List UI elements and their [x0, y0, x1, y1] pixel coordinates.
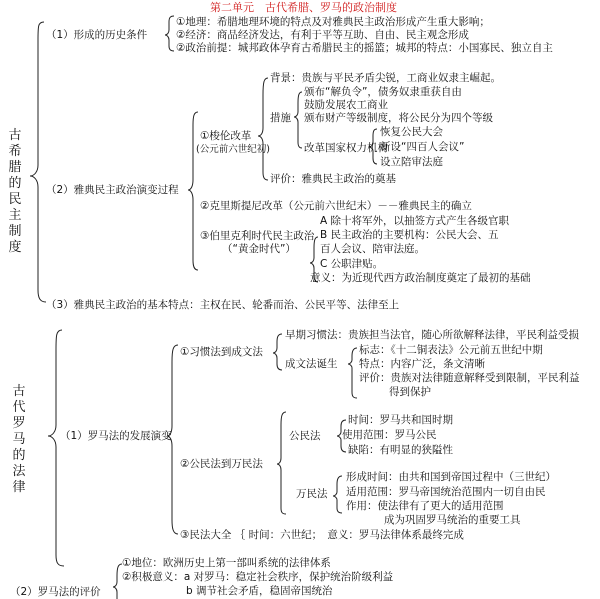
pericles-line-c: C 公职津贴。	[320, 258, 384, 270]
solon-organ-1: 恢复公民大会	[380, 126, 443, 138]
solon-organ-2: 新设“四百人会议”	[380, 141, 465, 153]
solon-measure-2: 鼓励发展农工商业	[304, 99, 388, 111]
solon-measure-4: 改革国家权力机构	[304, 142, 388, 154]
solon-date: (公元前六世纪初)	[196, 144, 270, 155]
solon-background: 背景：贵族与平民矛盾尖锐，工商业奴隶主崛起。	[270, 72, 501, 84]
greece-s1-item-geo: ①地理：希腊地理环境的特点及对雅典民主政治形成产生重大影响；	[176, 16, 490, 28]
written-mark: 标志：《十二铜表法》公元前五世纪中期	[359, 344, 543, 356]
pericles-sub: （“黄金时代”）	[222, 243, 296, 255]
nations-law-label: 万民法	[296, 488, 328, 500]
pericles-label: ③伯里克利时代民主政治	[200, 230, 315, 242]
solon-measure-3: 颁布财产等级制度，将公民分为四个等级	[304, 112, 493, 124]
rome-s2-status: ①地位：欧洲历史上第一部叫系统的法律体系	[122, 557, 331, 569]
pericles-meaning: 意义：为近现代西方政治制度奠定了最初的基础	[310, 272, 531, 284]
solon-measure-1: 颁布“解负令”，债务奴隶重获自由	[304, 86, 462, 98]
rome-s2-label: （2）罗马法的评价	[10, 586, 101, 598]
written-evaluation-cont: 得到保护	[389, 386, 431, 398]
written-label: 成文法诞生	[285, 358, 338, 370]
citizen-law-label: 公民法	[289, 430, 321, 442]
customary-early: 早期习惯法：贵族担当法官，随心所欲解释法律，平民利益受损	[285, 329, 579, 341]
written-evaluation: 评价：贵族对法律随意解释受到限制，平民利益	[359, 372, 580, 384]
greece-s1-item-politics: ②政治前提：城邦政体孕育古希腊民主的摇篮；城邦的特点：小国寡民、独立自主	[176, 42, 553, 54]
nations-scope: 适用范围：罗马帝国统治范围内一切自由民	[346, 486, 546, 498]
pericles-line-a: A 除十将军外，以抽签方式产生各级官职	[320, 215, 510, 227]
corpus-juris: ③民法大全 ｛ 时间：六世纪； 意义：罗马法律体系最终完成	[180, 529, 464, 541]
customary-label: ①习惯法到成文法	[180, 346, 263, 358]
pericles-line-b2: 百人会议、陪审法庭。	[320, 243, 425, 255]
greece-s3-features: （3）雅典民主政治的基本特点：主权在民、轮番而治、公民平等、法律至上	[46, 299, 400, 311]
civil-label: ②公民法到万民法	[180, 458, 263, 470]
citizen-scope: 使用范围：罗马公民	[342, 429, 437, 441]
rome-s1-label: （1）罗马法的发展演变	[60, 430, 172, 442]
greece-s2-label: （2）雅典民主政治演变过程	[46, 184, 179, 196]
nations-time: 形成时间：由共和国到帝国过程中（三世纪）	[346, 471, 556, 483]
page-title: 第二单元 古代希腊、罗马的政治制度	[210, 1, 397, 14]
citizen-defect: 缺陷：有明显的狭隘性	[348, 444, 453, 456]
rome-side-label: 古代罗马的法律	[12, 384, 26, 495]
nations-role: 作用：使法律有了更大的适用范围	[346, 500, 504, 512]
pericles-line-b: B 民主政治的主要机构：公民大会、五	[320, 229, 499, 241]
greece-side-label: 古希腊的民主制度	[8, 128, 22, 255]
rome-s2-positive: ②积极意义：a 对罗马：稳定社会秩序，保护统治阶级利益	[122, 571, 394, 583]
solon-organ-3: 设立陪审法庭	[380, 156, 443, 168]
greece-s1-item-econ: ②经济：商品经济发达，有利于平等互助、自由、民主观念形成	[176, 29, 469, 41]
written-features: 特点：内容广泛，条文清晰	[359, 358, 485, 370]
solon-measures-label: 措施	[270, 112, 291, 124]
citizen-time: 时间：罗马共和国时期	[348, 414, 453, 426]
cleisthenes-reform: ②克里斯提尼改革（公元前六世纪末）－－雅典民主的确立	[200, 200, 472, 212]
greece-s1-label: （1）形成的历史条件	[46, 29, 148, 41]
solon-label: ①梭伦改革	[200, 130, 252, 142]
nations-role-cont: 成为巩固罗马统治的重要工具	[384, 514, 521, 526]
solon-evaluation: 评价：雅典民主政治的奠基	[270, 173, 396, 185]
rome-s2-positive-b: b 调节社会矛盾，稳固帝国统治	[186, 585, 333, 597]
